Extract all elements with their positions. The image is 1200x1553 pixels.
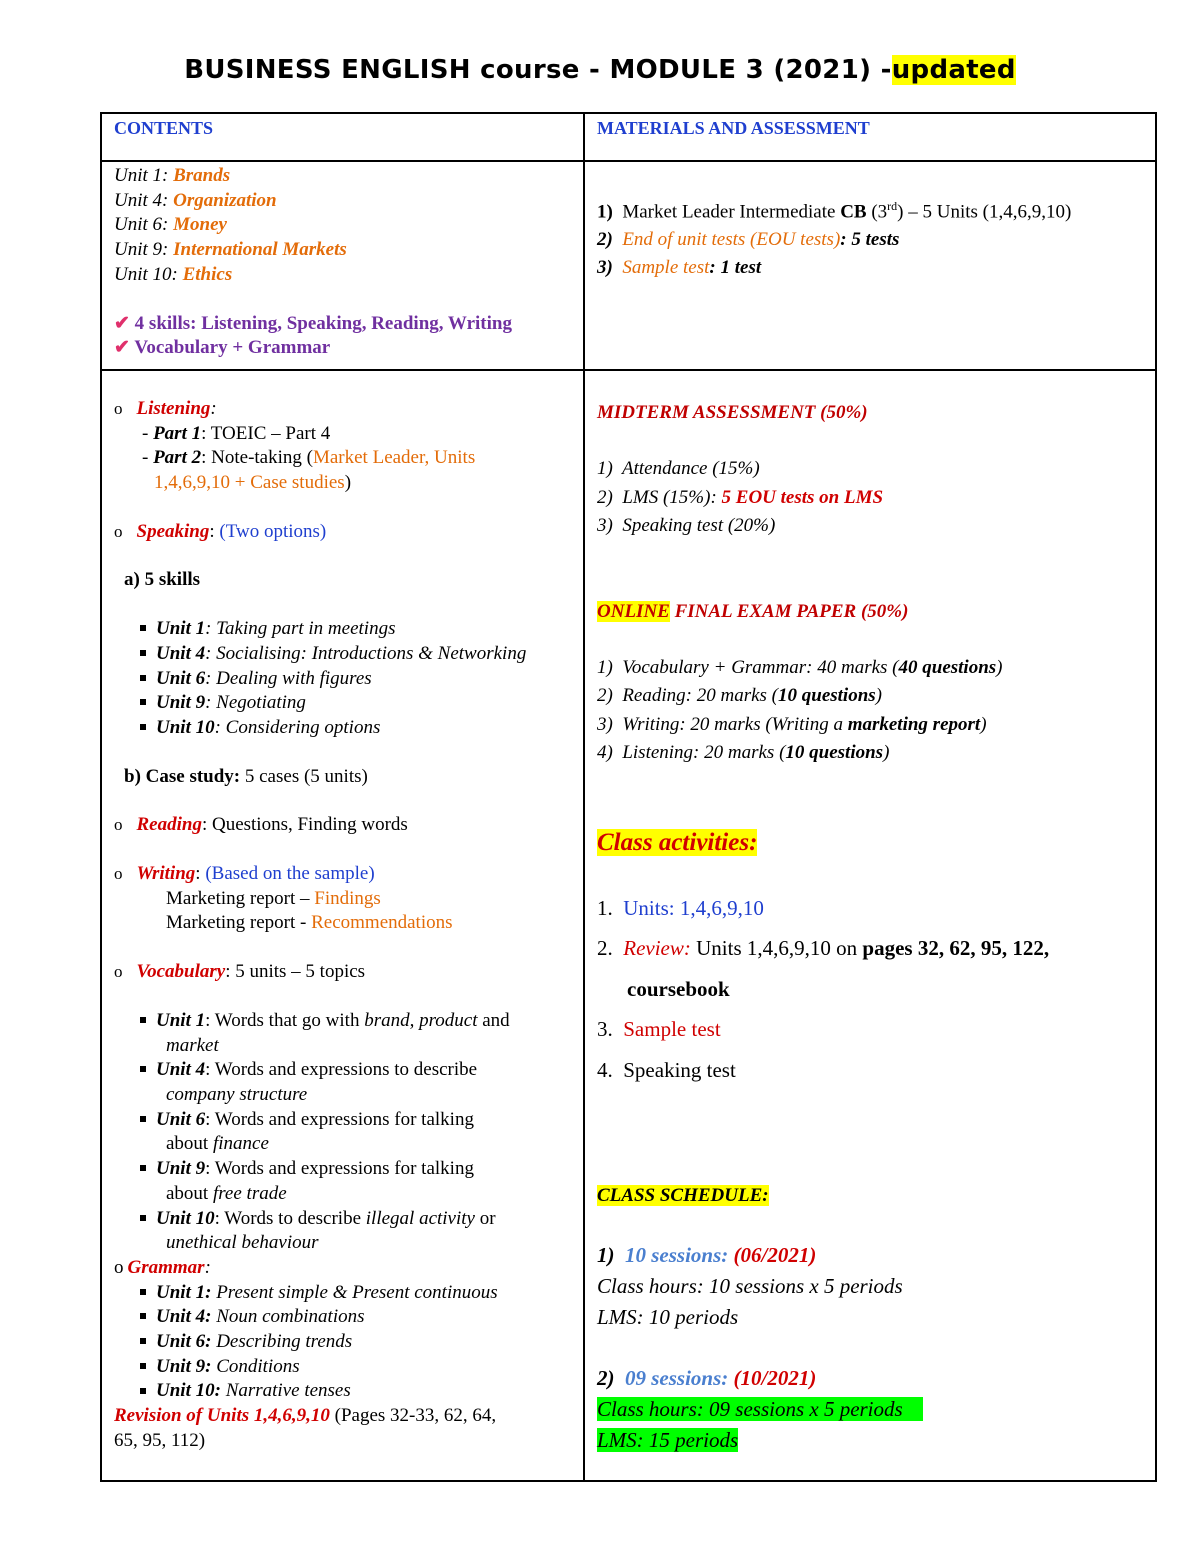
final-item: 4) Listening: 20 marks (10 questions) [597, 742, 890, 764]
midterm-item: 2) LMS (15%): 5 EOU tests on LMS [597, 486, 884, 508]
grammar-item: Unit 4: Noun combinations [114, 1305, 571, 1330]
vocab-item-cont: about free trade [166, 1182, 287, 1204]
vocab-item: Unit 4: Words and expressions to describe [114, 1058, 571, 1083]
revision-line-cont: 65, 95, 112) [114, 1429, 206, 1451]
writing-heading: o Writing: (Based on the sample) [114, 863, 375, 885]
listening-part2: - Part 2: Note-taking (Market Leader, Units [142, 447, 476, 469]
material-item: 1) Market Leader Intermediate CB (3rd) – 5 Units (1,4,6,9,10) [597, 199, 1072, 223]
assessment-cell [584, 370, 1156, 1481]
activity-item: 1. Units: 1,4,6,9,10 [597, 895, 764, 920]
material-item: 2) End of unit tests (EOU tests): 5 tests [597, 229, 900, 251]
midterm-item: 1) Attendance (15%) [597, 458, 760, 480]
skill-item: Unit 6: Dealing with figures [114, 667, 571, 692]
grammar-item: Unit 1: Present simple & Present continuous [114, 1281, 571, 1306]
vocab-item-cont: unethical behaviour [166, 1232, 319, 1254]
listening-part1: - Part 1: TOEIC – Part 4 [142, 422, 331, 444]
activity-item: 4. Speaking test [597, 1057, 736, 1082]
speaking-heading: o Speaking: (Two options) [114, 520, 327, 542]
check-item: ✔ Vocabulary + Grammar [114, 337, 331, 359]
final-item: 3) Writing: 20 marks (Writing a marketing report) [597, 713, 987, 735]
course-table [100, 112, 1157, 1482]
skill-item: Unit 1: Taking part in meetings [114, 617, 571, 642]
activity-item-cont: coursebook [627, 976, 730, 1001]
vocab-item: Unit 6: Words and expressions for talking [114, 1108, 571, 1133]
unit-line: Unit 9: International Markets [114, 239, 347, 261]
units-cell [101, 161, 584, 370]
activities-title: Class activities: [597, 828, 758, 856]
schedule-title: CLASS SCHEDULE: [597, 1185, 769, 1207]
schedule-line: LMS: 15 periods [597, 1428, 739, 1453]
activity-item: 2. Review: Units 1,4,6,9,10 on pages 32, 62, 95, 122, [597, 936, 1050, 961]
vocab-item: Unit 1: Words that go with brand, product and [114, 1009, 571, 1034]
contents-header: CONTENTS [114, 118, 214, 138]
grammar-item: Unit 6: Describing trends [114, 1330, 571, 1355]
skill-item: Unit 10: Considering options [114, 716, 571, 741]
revision-line: Revision of Units 1,4,6,9,10 (Pages 32-33, 62, 64, [114, 1405, 497, 1427]
grammar-heading: o Grammar: [114, 1256, 211, 1278]
unit-line: Unit 1: Brands [114, 165, 231, 186]
reading-heading: o Reading: Questions, Finding words [114, 814, 408, 836]
activity-item: 3. Sample test [597, 1017, 721, 1042]
vocab-item-cont: company structure [166, 1083, 308, 1105]
final-item: 2) Reading: 20 marks (10 questions) [597, 685, 882, 707]
checkmark-icon: ✔ [114, 337, 130, 359]
schedule-option-1: 1) 10 sessions: (06/2021) [597, 1243, 817, 1268]
writing-item: Marketing report - Recommendations [166, 912, 453, 934]
schedule-option-2: 2) 09 sessions: (10/2021) [597, 1366, 817, 1391]
materials-header: MATERIALS AND ASSESSMENT [597, 118, 870, 138]
final-item: 1) Vocabulary + Grammar: 40 marks (40 questions) [597, 656, 1003, 678]
unit-line: Unit 4: Organization [114, 189, 277, 211]
checkmark-icon: ✔ [114, 312, 130, 334]
page-title: BUSINESS ENGLISH course - MODULE 3 (2021) -updated [184, 55, 1016, 85]
writing-item: Marketing report – Findings [166, 887, 381, 909]
skill-item: Unit 4: Socialising: Introductions & Networking [114, 642, 571, 667]
schedule-line: Class hours: 09 sessions x 5 periods [597, 1394, 1143, 1425]
speaking-option-b: b) Case study: 5 cases (5 units) [124, 765, 368, 787]
updated-highlight: updated [891, 55, 1016, 85]
grammar-item: Unit 10: Narrative tenses [114, 1379, 571, 1404]
vocabulary-heading: o Vocabulary: 5 units – 5 topics [114, 961, 366, 983]
schedule-line: LMS: 10 periods [597, 1305, 739, 1330]
midterm-item: 3) Speaking test (20%) [597, 515, 776, 537]
final-title: ONLINE FINAL EXAM PAPER (50%) [597, 600, 909, 622]
midterm-title: MIDTERM ASSESSMENT (50%) [597, 401, 868, 423]
vocab-item: Unit 10: Words to describe illegal activity or [114, 1207, 571, 1232]
vocab-item: Unit 9: Words and expressions for talking [114, 1157, 571, 1182]
check-item: ✔ 4 skills: Listening, Speaking, Reading, Writing [114, 312, 512, 334]
listening-heading: o Listening: [114, 397, 217, 419]
listening-part2-cont: 1,4,6,9,10 + Case studies) [154, 472, 352, 494]
materials-cell [584, 161, 1156, 370]
speaking-option-a: a) 5 skills [124, 569, 201, 591]
unit-line: Unit 6: Money [114, 214, 227, 236]
material-item: 3) Sample test: 1 test [597, 257, 762, 279]
vocab-item-cont: about finance [166, 1133, 269, 1155]
skills-cell [101, 370, 584, 1481]
unit-line: Unit 10: Ethics [114, 263, 233, 285]
grammar-item: Unit 9: Conditions [114, 1355, 571, 1380]
schedule-line: Class hours: 10 sessions x 5 periods [597, 1274, 903, 1299]
vocab-item-cont: market [166, 1034, 219, 1056]
skill-item: Unit 9: Negotiating [114, 691, 571, 716]
